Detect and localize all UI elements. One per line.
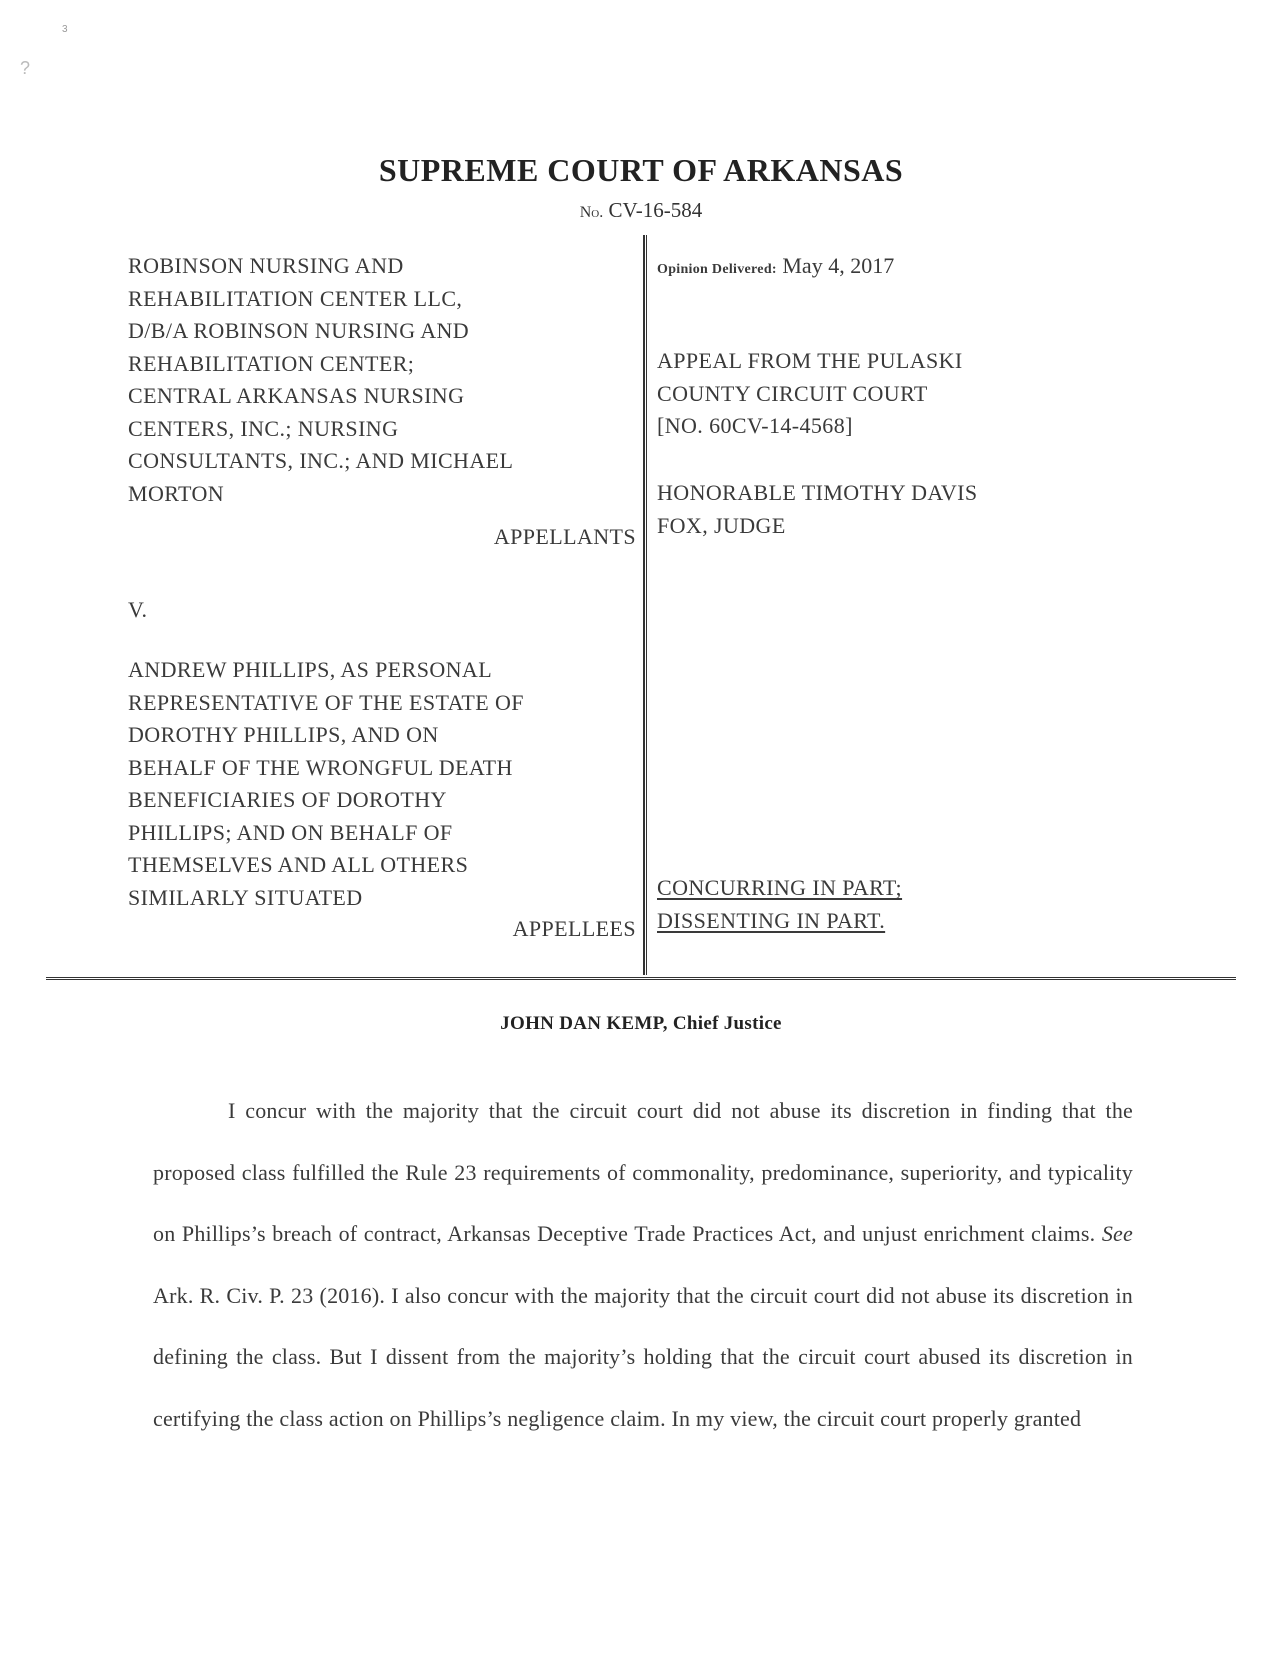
appeal-line: COUNTY CIRCUIT COURT	[657, 380, 928, 406]
appellee-line: BEHALF OF THE WRONGFUL DEATH	[128, 754, 513, 780]
appellant-line: D/B/A ROBINSON NURSING AND	[128, 318, 470, 343]
court-title: SUPREME COURT OF ARKANSAS	[378, 152, 904, 188]
appeal-line: [NO. 60CV-14-4568]	[657, 413, 853, 438]
opinion-author: JOHN DAN KEMP, Chief Justice	[500, 1013, 782, 1034]
opinion-paragraph	[153, 1080, 1133, 1449]
judge-line: HONORABLE TIMOTHY DAVIS	[657, 480, 978, 505]
appellant-line: CENTRAL ARKANSAS NURSING	[128, 383, 465, 408]
appellant-line: ROBINSON NURSING AND	[128, 253, 404, 278]
appellee-line: SIMILARLY SITUATED	[128, 884, 363, 910]
versus-label: V.	[128, 597, 148, 622]
appeal-line: APPEAL FROM THE PULASKI	[657, 348, 963, 373]
appellant-line: REHABILITATION CENTER LLC,	[128, 285, 463, 311]
paragraph-text-1: I concur with the majority that the circuit court did not abuse its discretion in finding that the proposed class fulfilled the Rule 23 requirements of commonality, predominance, superiority, and typicality on Phillips’s breach of contract, Arkansas Deceptive Trade Practices Act, and unjust enrichment claims.	[153, 1098, 1133, 1246]
appellee-line: DOROTHY PHILLIPS, AND ON	[128, 722, 439, 747]
case-number: CV-16-584	[608, 198, 703, 222]
judge-line: FOX, JUDGE	[657, 512, 786, 538]
appellant-line: CONSULTANTS, INC.; AND MICHAEL	[128, 448, 514, 473]
disposition-line: DISSENTING IN PART.	[657, 907, 886, 933]
case-number-line	[0, 198, 1282, 223]
appellant-line: CENTERS, INC.; NURSING	[128, 415, 399, 441]
appellees-role: APPELLEES	[512, 916, 636, 941]
appellant-line: MORTON	[128, 480, 225, 506]
scan-mark-top: 3	[62, 24, 68, 35]
see-signal: See	[1101, 1221, 1133, 1246]
appellees-block	[128, 654, 638, 914]
appellant-line: REHABILITATION CENTER;	[128, 350, 415, 376]
opinion-delivered	[657, 253, 894, 279]
paragraph-text-2: Ark. R. Civ. P. 23 (2016). I also concur with the majority that the circuit court did not abuse its discretion in defining the class. But I dissent from the majority’s holding that the circuit court abused its discretion in certifying the class action on Phillips’s negligence claim. In my view, the circuit court properly granted	[153, 1282, 1133, 1431]
appellants-block	[128, 250, 638, 510]
opinion-delivered-label: Opinion Delivered:	[657, 262, 777, 277]
appellee-line: REPRESENTATIVE OF THE ESTATE OF	[128, 689, 524, 715]
appellee-line: THEMSELVES AND ALL OTHERS	[128, 852, 469, 877]
appellants-role: APPELLANTS	[493, 524, 636, 549]
appellee-line: ANDREW PHILLIPS, AS PERSONAL	[128, 657, 493, 682]
disposition-block	[657, 872, 1087, 937]
disposition-line: CONCURRING IN PART;	[657, 875, 903, 900]
case-number-label: No.	[579, 204, 604, 221]
appellee-line: PHILLIPS; AND ON BEHALF OF	[128, 819, 453, 845]
caption-separator	[46, 977, 1236, 983]
appeal-from-block	[657, 345, 1087, 443]
caption-divider	[643, 235, 647, 975]
judge-block	[657, 477, 1087, 542]
scan-mark-side: ?	[20, 58, 31, 78]
opinion-date: May 4, 2017	[782, 253, 895, 278]
appellee-line: BENEFICIARIES OF DOROTHY	[128, 787, 447, 812]
